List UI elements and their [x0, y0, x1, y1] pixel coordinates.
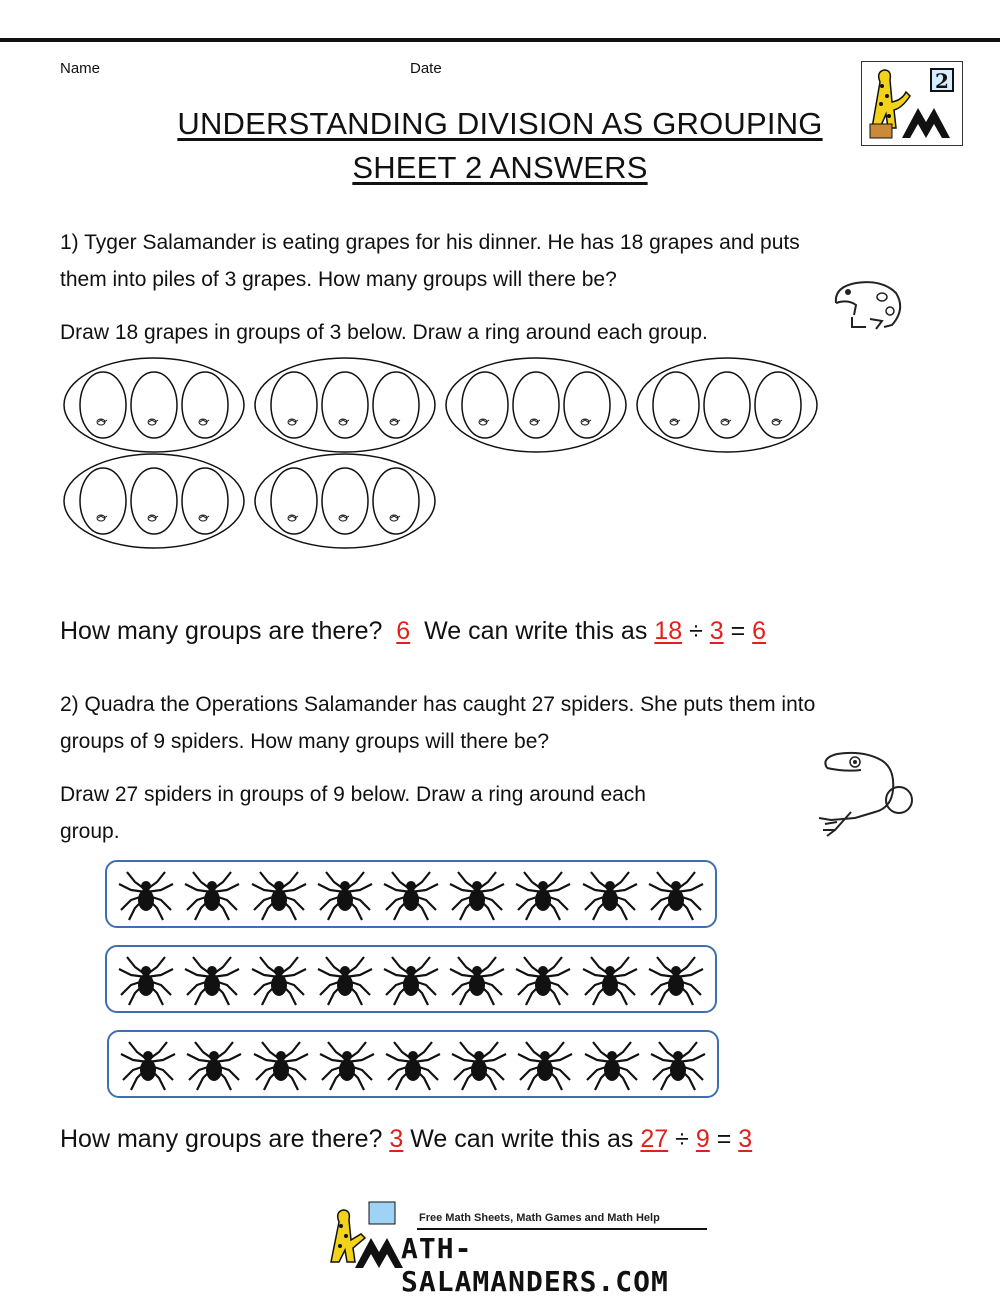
q2-quotient: 3: [738, 1125, 753, 1153]
q2-prompt-line2: groups of 9 spiders. How many groups will there be?: [60, 730, 550, 753]
spider-icon: [181, 949, 243, 1009]
spider-icon: [250, 1034, 312, 1094]
spider-icon: [380, 949, 442, 1009]
grape-icon: [564, 372, 610, 438]
q2-answer-question: How many groups are there?: [60, 1125, 383, 1153]
page-subtitle: SHEET 2 ANSWERS: [352, 150, 648, 185]
q1-divide-sign: ÷: [689, 617, 703, 645]
q1-answer-groups: 6: [396, 617, 411, 645]
spider-icon: [248, 864, 310, 924]
q2-instruction: [60, 776, 760, 850]
spider-group-2: [105, 945, 717, 1013]
grade-number: 2: [930, 68, 954, 92]
q1-write-as: We can write this as: [424, 617, 648, 645]
spider-icon: [579, 949, 641, 1009]
q2-divisor: 9: [695, 1125, 710, 1153]
date-label: Date: [410, 60, 442, 77]
spider-icon: [579, 864, 641, 924]
grape-icon: [80, 372, 126, 438]
grape-icon: [704, 372, 750, 438]
spider-icon: [115, 949, 177, 1009]
spider-group-3: [107, 1030, 719, 1098]
grape-icon: [131, 372, 177, 438]
footer-tagline: Free Math Sheets, Math Games and Math Help: [419, 1212, 660, 1224]
spider-group-1: [105, 860, 717, 928]
grape-icon: [271, 468, 317, 534]
spider-icon: [512, 949, 574, 1009]
q1-grape-groups: [0, 350, 840, 560]
q1-dividend: 18: [654, 617, 683, 645]
spider-icon: [380, 864, 442, 924]
grape-icon: [322, 468, 368, 534]
spider-icon: [314, 864, 376, 924]
grape-icon: [373, 372, 419, 438]
spider-icon: [248, 949, 310, 1009]
spider-icon: [181, 864, 243, 924]
grape-icon: [182, 468, 228, 534]
grape-icon: [462, 372, 508, 438]
q2-prompt-line1: 2) Quadra the Operations Salamander has caught 27 spiders. She puts them into: [60, 693, 816, 716]
footer-divider: [417, 1228, 707, 1230]
grape-icon: [373, 468, 419, 534]
spider-icon: [316, 1034, 378, 1094]
q1-answer-line: [60, 617, 766, 646]
q2-answer-groups: 3: [389, 1125, 404, 1153]
spider-icon: [512, 864, 574, 924]
grape-icon: [182, 372, 228, 438]
salamander-head-icon: [826, 275, 906, 335]
spider-icon: [115, 864, 177, 924]
spider-icon: [645, 864, 707, 924]
q2-equals-sign: =: [716, 1125, 732, 1153]
q2-instruction-line2: group.: [60, 820, 120, 843]
q1-equals-sign: =: [730, 617, 746, 645]
q1-prompt-line2: them into piles of 3 grapes. How many groups will there be?: [60, 268, 617, 291]
page-title: UNDERSTANDING DIVISION AS GROUPING: [177, 106, 823, 141]
spider-icon: [446, 949, 508, 1009]
q1-answer-question: How many groups are there?: [60, 617, 383, 645]
footer-logo: [325, 1200, 715, 1298]
grape-icon: [271, 372, 317, 438]
q1-divisor: 3: [709, 617, 724, 645]
spider-icon: [448, 1034, 510, 1094]
grape-icon: [755, 372, 801, 438]
spider-icon: [645, 949, 707, 1009]
q2-instruction-line1: Draw 27 spiders in groups of 9 below. Draw a ring around each: [60, 783, 646, 806]
footer-site-name: ATH-SALAMANDERS.COM: [401, 1232, 669, 1298]
q2-write-as: We can write this as: [410, 1125, 634, 1153]
grape-icon: [513, 372, 559, 438]
q1-prompt-line1: 1) Tyger Salamander is eating grapes for his dinner. He has 18 grapes and puts: [60, 231, 800, 254]
grape-icon: [322, 372, 368, 438]
spider-icon: [647, 1034, 709, 1094]
q2-dividend: 27: [640, 1125, 669, 1153]
q2-answer-line: [60, 1125, 752, 1154]
name-label: Name: [60, 60, 101, 77]
grape-icon: [80, 468, 126, 534]
spider-icon: [382, 1034, 444, 1094]
spider-icon: [314, 949, 376, 1009]
grape-icon: [653, 372, 699, 438]
top-rule: [0, 38, 1000, 42]
spider-icon: [117, 1034, 179, 1094]
q2-divide-sign: ÷: [675, 1125, 689, 1153]
spider-icon: [514, 1034, 576, 1094]
q1-instruction: Draw 18 grapes in groups of 3 below. Draw a ring around each group.: [60, 321, 708, 344]
spider-icon: [446, 864, 508, 924]
spider-icon: [581, 1034, 643, 1094]
q1-quotient: 6: [752, 617, 767, 645]
q1-prompt: [60, 224, 940, 298]
footer-salamander-icon: [325, 1200, 405, 1270]
grape-icon: [131, 468, 177, 534]
frog-salamander-icon: [815, 748, 920, 838]
spider-icon: [183, 1034, 245, 1094]
